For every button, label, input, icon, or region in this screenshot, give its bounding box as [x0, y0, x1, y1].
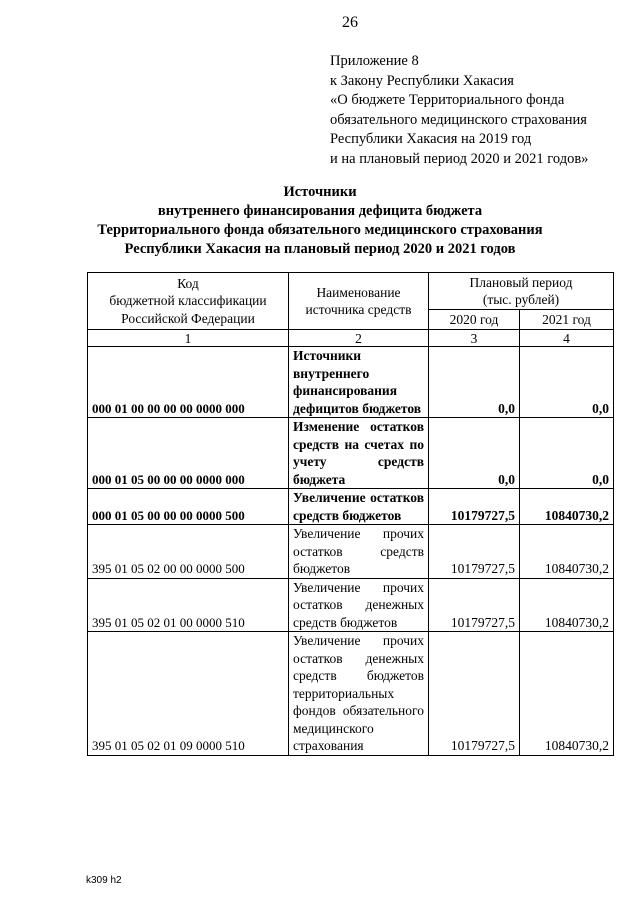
table-row	[88, 489, 614, 525]
row-value-2020: 0,0	[429, 347, 520, 418]
row-value-2020: 0,0	[429, 418, 520, 489]
row-name: Увеличение прочих остатков денежных средств бюджетов	[289, 578, 429, 632]
appendix-line: и на плановый период 2020 и 2021 годов»	[330, 150, 589, 167]
row-value-2020: 10179727,5	[429, 489, 520, 525]
appendix-line: Республики Хакасия на 2019 год	[330, 131, 532, 147]
footer-code: k309 h2	[86, 875, 122, 886]
appendix-line: «О бюджете Территориального фонда	[330, 92, 565, 108]
row-value-2021: 0,0	[520, 418, 614, 489]
table-row	[88, 578, 614, 632]
header-period: Плановый период (тыс. рублей)	[429, 273, 614, 310]
row-name: Увеличение остатков средств бюджетов	[289, 489, 429, 525]
title-line: Источники	[283, 184, 357, 200]
column-number: 4	[520, 330, 614, 347]
column-number: 3	[429, 330, 520, 347]
header-name: Наименование источника средств	[289, 273, 429, 330]
row-code: 000 01 05 00 00 00 0000 000	[88, 418, 289, 489]
column-number: 2	[289, 330, 429, 347]
table-row	[88, 525, 614, 579]
row-name: Источники внутреннего финансирования дефицитов бюджетов	[289, 347, 429, 418]
row-value-2020: 10179727,5	[429, 578, 520, 632]
row-value-2020: 10179727,5	[429, 525, 520, 579]
title-line: внутреннего финансирования дефицита бюджета	[157, 203, 483, 219]
appendix-header	[330, 52, 588, 169]
row-code: 000 01 05 00 00 00 0000 500	[88, 489, 289, 525]
header-code: Код бюджетной классификации Российской Федерации	[88, 273, 289, 330]
row-value-2020: 10179727,5	[429, 632, 520, 756]
row-value-2021: 10840730,2	[520, 525, 614, 579]
row-code: 395 01 05 02 00 00 0000 500	[88, 525, 289, 579]
row-value-2021: 10840730,2	[520, 489, 614, 525]
table-row	[88, 632, 614, 756]
title-line: Территориального фонда обязательного медицинского страхования	[97, 222, 543, 238]
row-value-2021: 10840730,2	[520, 578, 614, 632]
table-row	[88, 418, 614, 489]
row-code: 395 01 05 02 01 00 0000 510	[88, 578, 289, 632]
row-value-2021: 0,0	[520, 347, 614, 418]
appendix-line: Приложение 8	[330, 53, 419, 69]
row-code: 395 01 05 02 01 09 0000 510	[88, 632, 289, 756]
row-value-2021: 10840730,2	[520, 632, 614, 756]
row-name: Изменение остатков средств на счетах по учету средств бюджета	[289, 418, 429, 489]
row-name: Увеличение прочих остатков средств бюджетов	[289, 525, 429, 579]
table-row	[88, 347, 614, 418]
appendix-line: к Закону Республики Хакасия	[330, 72, 514, 89]
document-title	[0, 183, 640, 259]
financing-sources-table	[87, 272, 614, 756]
header-year-2021: 2021 год	[520, 310, 614, 330]
column-number: 1	[88, 330, 289, 347]
appendix-line: обязательного медицинского страхования	[330, 111, 587, 128]
page-number: 26	[342, 14, 358, 31]
row-name: Увеличение прочих остатков денежных средств бюджетов территориальных фондов обязательного медицинского страхования	[289, 632, 429, 756]
header-year-2020: 2020 год	[429, 310, 520, 330]
row-code: 000 01 00 00 00 00 0000 000	[88, 347, 289, 418]
title-line: Республики Хакасия на плановый период 2020 и 2021 годов	[124, 241, 516, 257]
